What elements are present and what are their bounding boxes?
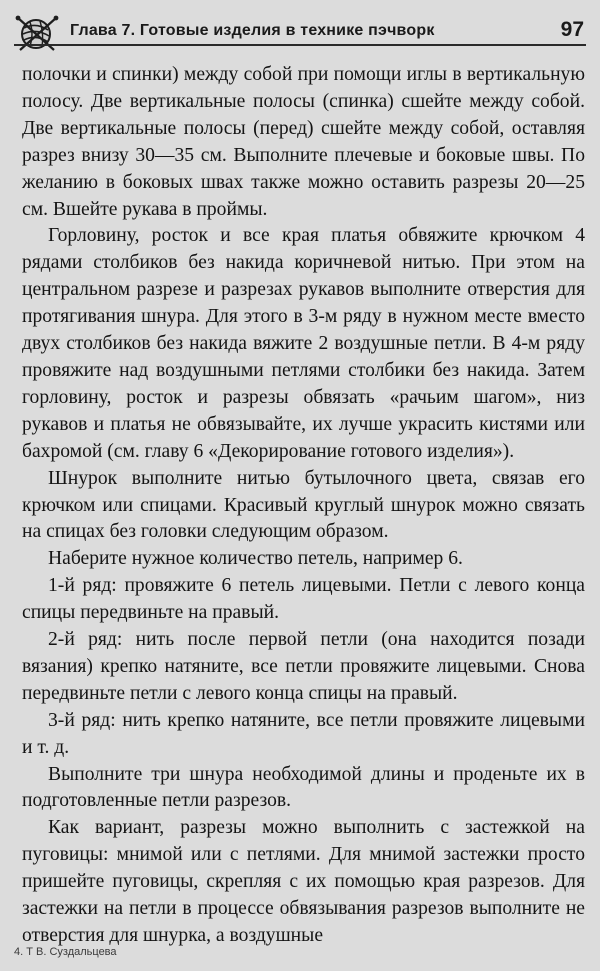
paragraph: Наберите нужное количество петель, например 6. [48,548,463,570]
paragraph: Горловину, росток и все края платья обвяжите крючком 4 рядами столбиков без накида коричневой нитью. При этом на центральном разрезе и разрезах рукавов выполните отверстия для протягивания шнура. Для этого в 3-м ряду в нужном месте вместо двух столбиков без накида вяжите 2 воздушные петли. В 4-м ряду провяжите над воздушными петлями столбики без накида. Затем горловину, росток и разрезы обвязать «рачьим шагом», низ рукавов и платья не обвязывайте, их лучше украсить кистями или бахромой (см. главу 6 «Декорирование готового изделия»). [22,225,585,462]
page-number: 97 [560,18,584,41]
header-divider [14,44,586,46]
paragraph: полочки и спинки) между собой при помощи иглы в вертикальную полосу. Две вертикальные полосы (спинка) сшейте между собой. Две вертикальные полосы (перед) сшейте между собой, оставляя разрез внизу 30—35 см. Выполните плечевые и боковые швы. По желанию в боковых швах также можно оставить разрезы 20—25 см. Вшейте рукава в проймы. [22,64,585,220]
chapter-title: Глава 7. Готовые изделия в технике пэчворк [70,22,435,39]
paragraph: Как вариант, разрезы можно выполнить с застежкой на пуговицы: мнимой или с петлями. Для мнимой застежки просто пришейте пуговицы, скрепляя с их помощью края разрезов. Для застежки на петли в процессе обвязывания разрезов выполните не отверстия для шнурка, а воздушные [22,817,585,946]
paragraph: 2-й ряд: нить после первой петли (она находится позади вязания) крепко натяните, все петли провяжите лицевыми. Снова передвиньте петли с левого конца спицы на правый. [22,629,585,704]
paragraph: Шнурок выполните нитью бутылочного цвета, связав его крючком или спицами. Красивый круглый шнурок можно связать на спицах без головки следующим образом. [22,467,585,543]
page-footer: 4. Т В. Суздальцева [14,946,117,958]
paragraph: 3-й ряд: нить крепко натяните, все петли провяжите лицевыми и т. д. [22,709,585,758]
paragraph: Выполните три шнура необходимой длины и проденьте их в подготовленные петли разрезов. [22,763,585,812]
page-header [14,12,586,52]
yarn-ball-icon [14,12,60,52]
paragraph: 1-й ряд: провяжите 6 петель лицевыми. Петли с левого конца спицы передвиньте на правый. [22,575,585,624]
body-text [22,62,585,950]
